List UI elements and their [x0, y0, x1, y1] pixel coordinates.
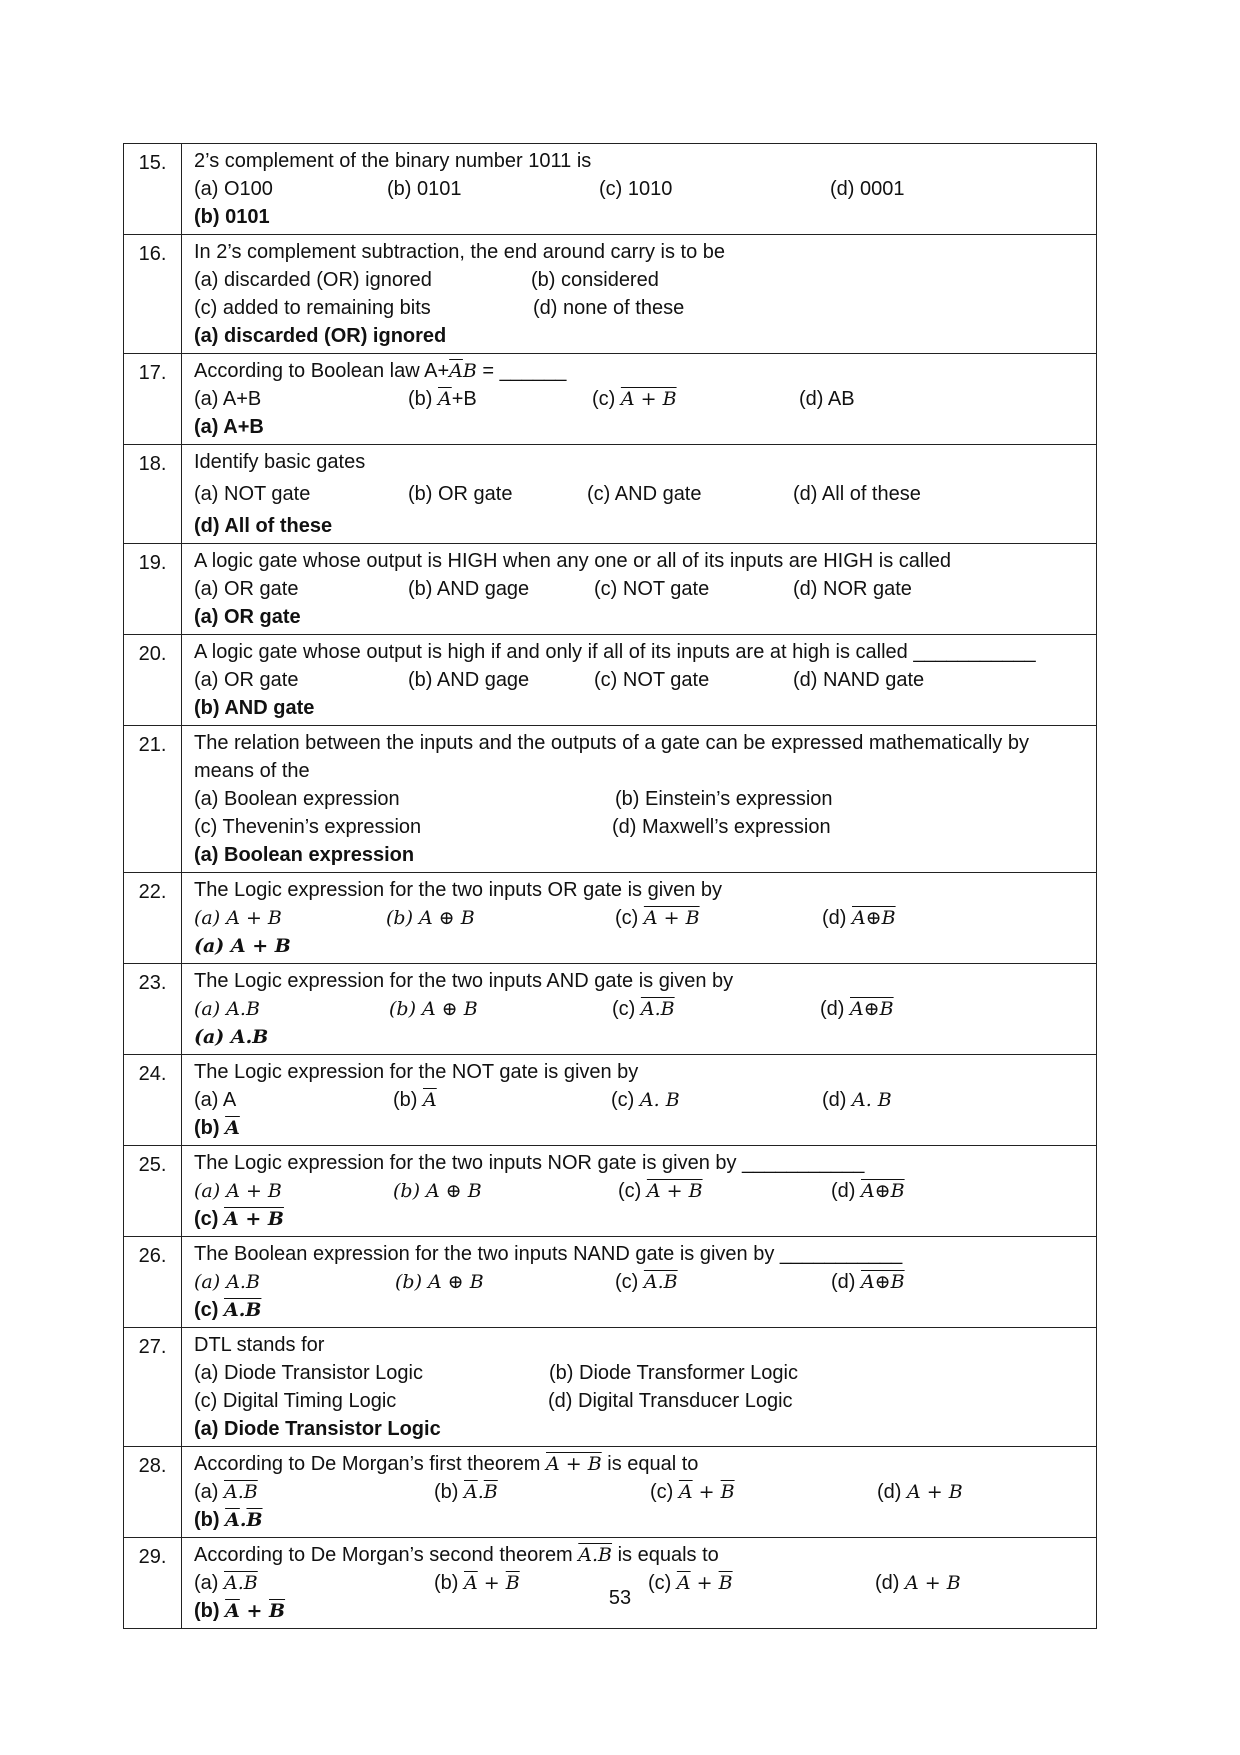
question-number: 24.: [124, 1055, 182, 1146]
option-c: (c) Digital Timing Logic: [194, 1390, 397, 1412]
option-a: (a) A.B: [194, 998, 260, 1020]
option-a: (a) A.B: [194, 1572, 258, 1594]
option-d: (d) none of these: [533, 297, 685, 319]
question-number: 20.: [124, 635, 182, 726]
option-b: (b) A ⊕ B: [395, 1271, 484, 1293]
options-row: [194, 385, 1086, 413]
option-c: (c) added to remaining bits: [194, 297, 431, 319]
question-row: [124, 144, 1097, 235]
option-c: (c) A.B: [615, 1271, 678, 1293]
question-row: [124, 873, 1097, 964]
question-row: [124, 1447, 1097, 1538]
option-a: (a) discarded (OR) ignored: [194, 269, 432, 291]
option-b: (b) OR gate: [408, 483, 513, 505]
option-a: (a) A+B: [194, 388, 262, 410]
option-b: (b) 0101: [387, 178, 462, 200]
options-row: [194, 294, 1086, 322]
question-text: The relation between the inputs and the outputs of a gate can be expressed mathematically by: [194, 732, 1029, 754]
option-d: (d) A⊕B: [831, 1180, 905, 1202]
question-text: The Logic expression for the two inputs OR gate is given by: [194, 879, 723, 901]
question-text: In 2’s complement subtraction, the end around carry is to be: [194, 241, 726, 263]
question-number: 18.: [124, 445, 182, 544]
option-d: (d) AB: [799, 388, 855, 410]
question-number: 16.: [124, 235, 182, 354]
answer: (b) 0101: [194, 206, 270, 228]
options-row: [194, 785, 1086, 813]
option-d: (d) A⊕B: [822, 907, 896, 929]
option-c: (c) A + B: [618, 1180, 703, 1202]
answer: (d) All of these: [194, 515, 333, 537]
option-d: (d) A + B: [877, 1481, 963, 1503]
options-row: [194, 1086, 1086, 1114]
question-row: [124, 1237, 1097, 1328]
question-row: [124, 1055, 1097, 1146]
answer: (b) $\overline{A} + \overline{B}$: [194, 1600, 286, 1622]
option-a: (a) A + B: [194, 1180, 282, 1202]
option-b: (b) A ⊕ B: [393, 1180, 482, 1202]
options-row: [194, 904, 1086, 932]
question-body: [182, 635, 1097, 726]
question-row: [124, 445, 1097, 544]
question-number: 29.: [124, 1538, 182, 1629]
options-row: [194, 1359, 1086, 1387]
question-row: [124, 544, 1097, 635]
question-row: [124, 1328, 1097, 1447]
option-b: (b) $\overline{A}+B$: [408, 388, 477, 410]
question-number: 27.: [124, 1328, 182, 1447]
option-a: (a) NOT gate: [194, 483, 311, 505]
answer: (a) A + B: [194, 935, 291, 957]
option-a: (a) Boolean expression: [194, 788, 400, 810]
question-number: 26.: [124, 1237, 182, 1328]
answer: (a) A+B: [194, 416, 264, 438]
option-a: (a) Diode Transistor Logic: [194, 1362, 423, 1384]
option-b: (b) A ⊕ B: [389, 998, 478, 1020]
question-text: The Boolean expression for the two inputs NAND gate is given by ___________: [194, 1243, 903, 1265]
question-body: [182, 445, 1097, 544]
option-d: (d) A. B: [822, 1089, 892, 1111]
answer: (b) $\overline{A}.\overline{B}$: [194, 1509, 263, 1531]
option-b: (b) $\overline{A}.\overline{B}$: [434, 1481, 498, 1503]
question-text: A logic gate whose output is high if and only if all of its inputs are at high is called ___________: [194, 641, 1036, 663]
question-text: The Logic expression for the NOT gate is given by: [194, 1061, 639, 1083]
question-body: [182, 726, 1097, 873]
question-body: [182, 873, 1097, 964]
option-d: (d) NAND gate: [793, 669, 925, 691]
question-text-line2: means of the: [194, 760, 310, 782]
question-text: Identify basic gates: [194, 451, 366, 473]
option-d: (d) 0001: [830, 178, 905, 200]
answer: (c) A.B: [194, 1299, 262, 1321]
option-a: (a) A + B: [194, 907, 282, 929]
option-c: (c) AND gate: [587, 483, 702, 505]
question-number: 28.: [124, 1447, 182, 1538]
options-row: [194, 575, 1086, 603]
options-row: [194, 266, 1086, 294]
answer: (b) $\overline{A}$: [194, 1117, 240, 1139]
question-body: [182, 235, 1097, 354]
option-b: (b) considered: [531, 269, 659, 291]
question-row: [124, 964, 1097, 1055]
options-row: [194, 813, 1086, 841]
option-b: (b) A ⊕ B: [386, 907, 475, 929]
question-number: 17.: [124, 354, 182, 445]
question-text: The Logic expression for the two inputs AND gate is given by: [194, 970, 734, 992]
question-row: [124, 235, 1097, 354]
answer: (a) A.B: [194, 1026, 269, 1048]
option-d: (d) Digital Transducer Logic: [548, 1390, 793, 1412]
question-number: 15.: [124, 144, 182, 235]
options-row: [194, 666, 1086, 694]
question-body: [182, 354, 1097, 445]
options-row: [194, 1268, 1086, 1296]
question-number: 19.: [124, 544, 182, 635]
option-d: (d) All of these: [793, 483, 921, 505]
option-b: (b) $\overline{A}$: [393, 1089, 437, 1111]
question-body: [182, 964, 1097, 1055]
question-text: According to De Morgan’s second theorem A.B is equals to: [194, 1544, 719, 1566]
option-b: (b) Einstein’s expression: [615, 788, 833, 810]
option-a: (a) A.B: [194, 1481, 258, 1503]
answer: (a) Diode Transistor Logic: [194, 1418, 441, 1440]
question-row: [124, 354, 1097, 445]
question-text: The Logic expression for the two inputs NOR gate is given by ___________: [194, 1152, 865, 1174]
option-c: (c) A + B: [615, 907, 700, 929]
option-c: (c) 1010: [599, 178, 673, 200]
answer: (a) OR gate: [194, 606, 301, 628]
option-b: (b) AND gage: [408, 578, 530, 600]
option-a: (a) OR gate: [194, 669, 299, 691]
options-row: [194, 995, 1086, 1023]
option-d: (d) Maxwell’s expression: [612, 816, 831, 838]
option-d: (d) A⊕B: [831, 1271, 905, 1293]
question-body: [182, 1055, 1097, 1146]
question-text: According to Boolean law $A+\overline{A}B$ = ______: [194, 360, 567, 382]
option-a: (a) A: [194, 1089, 237, 1111]
options-row: [194, 1387, 1086, 1415]
question-number: 21.: [124, 726, 182, 873]
question-number: 22.: [124, 873, 182, 964]
answer: (a) discarded (OR) ignored: [194, 325, 447, 347]
question-table: [123, 143, 1097, 1629]
options-row: [194, 476, 1086, 512]
question-text: 2’s complement of the binary number 1011 is: [194, 150, 592, 172]
page-number: 53: [608, 1587, 632, 1609]
option-a: (a) A.B: [194, 1271, 260, 1293]
question-row: [124, 1146, 1097, 1237]
question-row: [124, 726, 1097, 873]
question-body: [182, 1237, 1097, 1328]
answer: (c) A + B: [194, 1208, 284, 1230]
question-number: 23.: [124, 964, 182, 1055]
question-text: DTL stands for: [194, 1334, 325, 1356]
options-row: [194, 1478, 1086, 1506]
option-c: (c) $\overline{A} + \overline{B}$: [650, 1481, 735, 1503]
question-number: 25.: [124, 1146, 182, 1237]
option-b: (b) AND gage: [408, 669, 530, 691]
question-body: [182, 144, 1097, 235]
question-body: [182, 1447, 1097, 1538]
options-row: [194, 175, 1086, 203]
question-text: A logic gate whose output is HIGH when any one or all of its inputs are HIGH is called: [194, 550, 952, 572]
question-body: [182, 1538, 1097, 1629]
option-c: (c) A.B: [612, 998, 675, 1020]
question-body: [182, 1146, 1097, 1237]
option-c: (c) NOT gate: [594, 578, 710, 600]
option-b: (b) $\overline{A} + \overline{B}$: [434, 1572, 520, 1594]
answer: (b) AND gate: [194, 697, 315, 719]
option-c: (c) Thevenin’s expression: [194, 816, 422, 838]
question-body: [182, 544, 1097, 635]
option-c: (c) A + B: [592, 388, 677, 410]
option-a: (a) OR gate: [194, 578, 299, 600]
option-c: (c) A. B: [611, 1089, 680, 1111]
option-b: (b) Diode Transformer Logic: [549, 1362, 798, 1384]
question-row: [124, 1538, 1097, 1629]
option-d: (d) A + B: [875, 1572, 961, 1594]
question-body: [182, 1328, 1097, 1447]
option-d: (d) A⊕B: [820, 998, 894, 1020]
option-c: (c) NOT gate: [594, 669, 710, 691]
option-a: (a) O100: [194, 178, 273, 200]
question-row: [124, 635, 1097, 726]
options-row: [194, 1177, 1086, 1205]
question-text: According to De Morgan’s first theorem A + B is equal to: [194, 1453, 699, 1475]
option-c: (c) $\overline{A} + \overline{B}$: [648, 1572, 733, 1594]
answer: (a) Boolean expression: [194, 844, 415, 866]
option-d: (d) NOR gate: [793, 578, 912, 600]
